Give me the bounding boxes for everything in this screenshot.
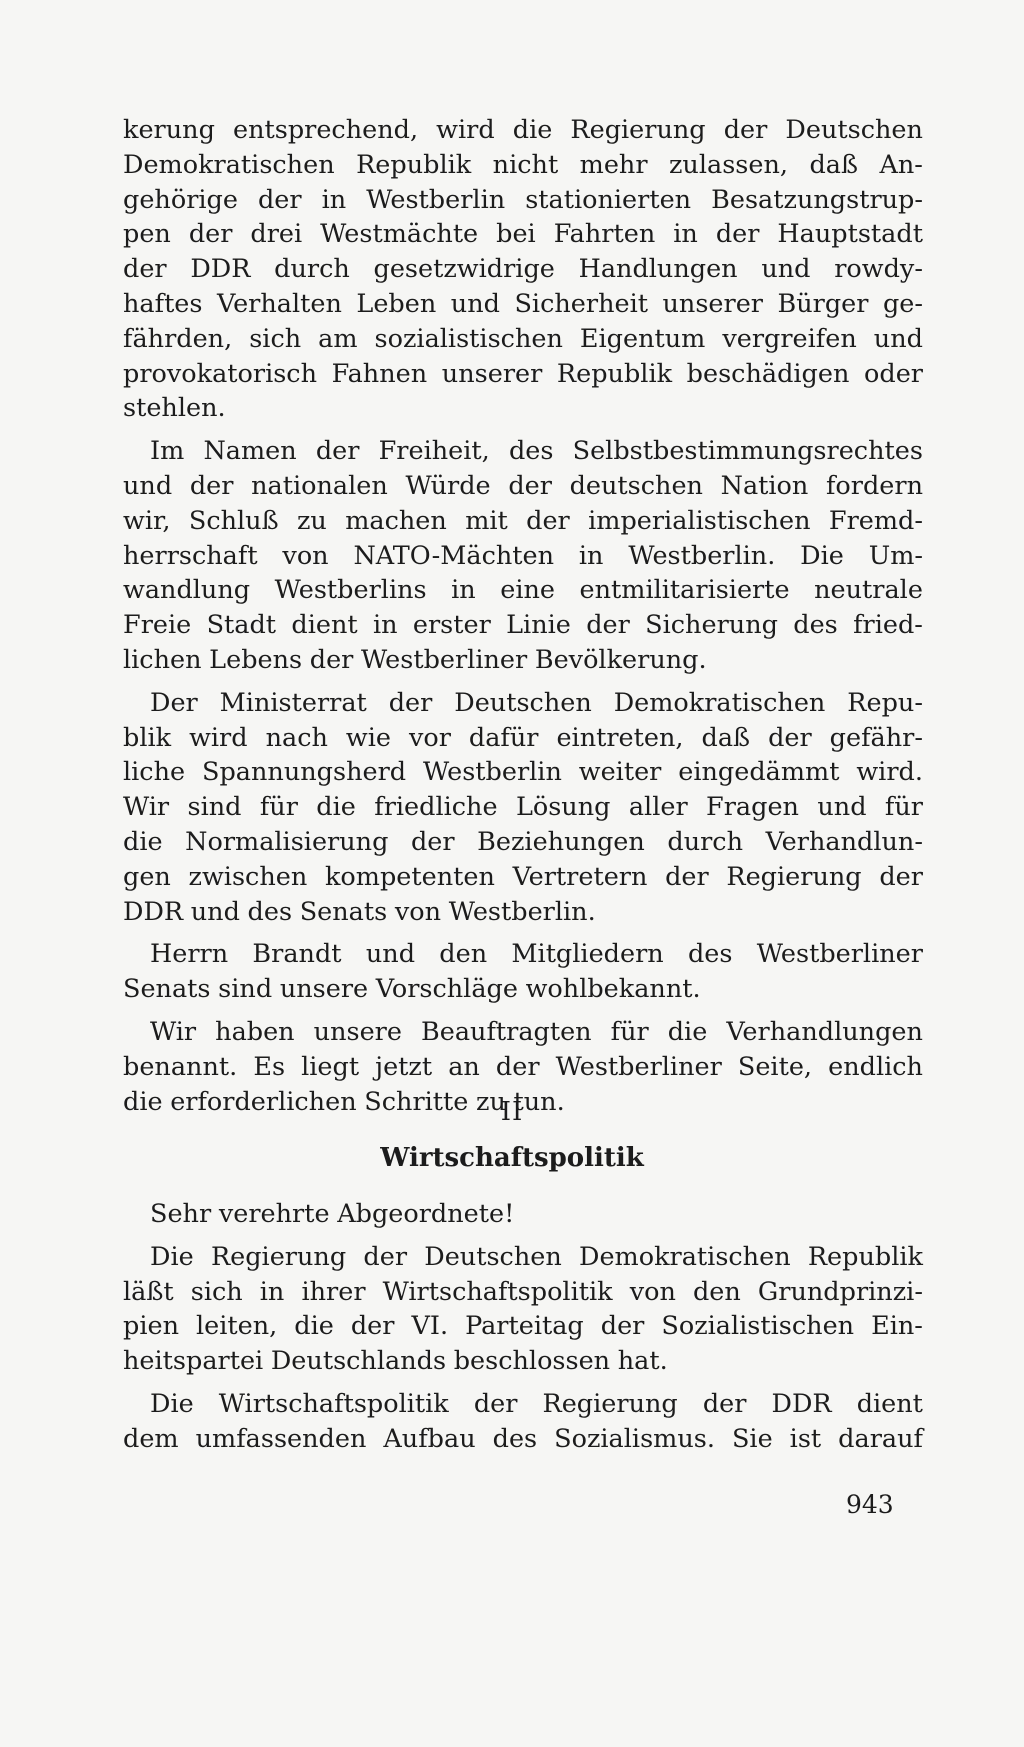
word: zu (476, 1086, 506, 1117)
word: Hauptstadt (777, 219, 923, 250)
word: beschädigen (686, 358, 850, 389)
text-block-bottom (123, 1197, 923, 1457)
word: Normalisierung (185, 826, 389, 857)
word: wird (436, 115, 495, 145)
word: Westberlin (366, 184, 506, 215)
paragraph (123, 1387, 923, 1457)
word: die (512, 115, 553, 145)
word: Parteitag (465, 1311, 584, 1342)
word: Aufbau (383, 1423, 476, 1454)
word: Freie (123, 610, 192, 641)
word: die (294, 1311, 334, 1342)
text-line (123, 287, 923, 322)
word: haftes (123, 288, 203, 319)
word: zwischen (188, 861, 308, 892)
text-line (123, 825, 923, 860)
word: kerung (123, 115, 215, 145)
text-line (123, 573, 923, 608)
word: oder (864, 358, 923, 389)
text-line (123, 1275, 923, 1310)
word: Eigentum (579, 323, 706, 354)
word: dem (123, 1423, 179, 1454)
word: dient (291, 610, 358, 641)
text-line (123, 1197, 923, 1232)
word: der (526, 505, 570, 536)
word: eingedämmt (678, 757, 840, 788)
word: liegt (301, 1051, 360, 1082)
word: Würde (405, 470, 491, 501)
word: Regierung (570, 115, 706, 145)
word: Republik (356, 149, 472, 180)
word: des (492, 1423, 538, 1454)
word: der (600, 1311, 645, 1342)
word: sind (187, 792, 242, 823)
word: wie (345, 722, 391, 753)
word: provokatorisch (123, 358, 318, 389)
word: liche (123, 757, 186, 788)
word: für (884, 792, 923, 823)
paragraph (123, 434, 923, 678)
word: DDR (190, 254, 251, 285)
word: kompetenten (324, 861, 495, 892)
text-line (123, 469, 923, 504)
word: Sie (731, 1423, 773, 1454)
text-line (123, 1240, 923, 1275)
word: der (188, 219, 233, 250)
word: Brandt (252, 939, 342, 970)
word: Beauftragten (420, 1016, 592, 1047)
text-line (123, 643, 923, 678)
word: der (410, 826, 455, 857)
text-line (123, 504, 923, 539)
word: erster (412, 610, 491, 641)
paragraph (123, 1197, 923, 1232)
word: in (451, 575, 476, 606)
word: der (508, 470, 552, 501)
word: eine (500, 575, 555, 606)
word: der (495, 1051, 540, 1082)
text-line (123, 1309, 923, 1344)
word: Handlungen (578, 254, 738, 285)
word: Abgeordnete! (337, 1199, 515, 1229)
text-line (123, 113, 923, 148)
word: deutschen (569, 470, 703, 501)
word: gefähr- (829, 722, 923, 753)
text-line (123, 357, 923, 392)
word: rowdy- (834, 254, 923, 285)
word: Um- (868, 540, 923, 571)
word: des (247, 896, 293, 927)
word: fried- (853, 610, 923, 641)
word: fährden, (123, 323, 233, 354)
text-line (123, 434, 923, 469)
word: nationalen (251, 470, 388, 501)
word: Sozialistischen (661, 1311, 855, 1342)
word: für (610, 1016, 649, 1047)
section-number: II (500, 1097, 524, 1127)
word: der (586, 610, 630, 641)
word: haben (215, 1016, 295, 1047)
word: Namen (203, 436, 297, 467)
word: Linie (506, 610, 571, 641)
word: Westberliner (555, 1051, 722, 1082)
word: Republik (556, 358, 673, 389)
word: jetzt (375, 1051, 433, 1082)
word: und (873, 323, 923, 354)
word: Verhalten (217, 288, 342, 319)
word: nach (265, 722, 328, 753)
paragraph (123, 686, 923, 930)
word: Stadt (206, 610, 277, 641)
word: erforderlichen (170, 1086, 357, 1117)
word: in (372, 610, 398, 641)
word: Fremd- (828, 505, 923, 536)
word: Schritte (364, 1086, 469, 1117)
word: und (450, 288, 500, 319)
word: Fahrten (553, 219, 656, 250)
word: Ministerrat (219, 687, 367, 718)
word: Westberlin. (628, 540, 776, 571)
word: Vorschläge (375, 974, 518, 1005)
word: den (439, 939, 488, 970)
word: Selbstbestimmungsrechtes (572, 436, 923, 467)
word: DDR (123, 896, 184, 927)
word: Sicherheit (514, 288, 648, 319)
word: hat. (617, 1346, 668, 1377)
word: die (123, 826, 163, 857)
word: NATO-Mächten (353, 540, 555, 571)
word: gen (123, 861, 171, 892)
word: Nation (720, 470, 809, 501)
text-block-top (123, 113, 923, 1119)
word: der (309, 644, 354, 675)
word: der (473, 1388, 518, 1419)
word: Sehr (150, 1199, 212, 1229)
word: Die (150, 1388, 194, 1419)
word: der (315, 436, 360, 467)
word: Spannungsherd (201, 757, 407, 788)
word: die (123, 1086, 163, 1117)
word: Freiheit, (378, 436, 490, 467)
word: ist (789, 1423, 822, 1454)
word: von (282, 540, 329, 571)
word: Deutschen (424, 1241, 562, 1272)
word: sozialistischen (374, 323, 563, 354)
word: Vertretern (512, 861, 648, 892)
word: Lebens (209, 644, 303, 675)
word: Seite, (737, 1051, 813, 1082)
word: vor (408, 722, 451, 753)
word: wird. (856, 757, 923, 788)
word: Westberliner (756, 939, 923, 970)
word: mehr (579, 149, 648, 180)
word: fordern (825, 470, 923, 501)
word: in (578, 540, 604, 571)
word: der (388, 687, 433, 718)
text-line (123, 252, 923, 287)
word: umfassenden (195, 1423, 367, 1454)
word: VI. (411, 1311, 449, 1342)
word: Bevölkerung. (534, 644, 707, 675)
word: der (723, 115, 768, 145)
word: ge- (882, 288, 923, 319)
word: Besatzungstrup- (711, 184, 923, 215)
text-line (123, 608, 923, 643)
word: Deutschen (785, 115, 923, 145)
word: Republik (807, 1241, 923, 1272)
word: entsprechend, (232, 115, 419, 145)
word: in (673, 219, 698, 250)
text-line (123, 686, 923, 721)
word: unsere (313, 1016, 402, 1047)
word: bei (496, 219, 536, 250)
word: des (687, 939, 733, 970)
text-line (123, 755, 923, 790)
word: zulassen, (668, 149, 788, 180)
word: entmilitarisierte (579, 575, 790, 606)
word: weiter (578, 757, 662, 788)
word: gesetzwidrige (373, 254, 555, 285)
word: durch (274, 254, 350, 285)
word: Sicherung (645, 610, 778, 641)
word: durch (667, 826, 744, 857)
text-line (123, 790, 923, 825)
text-line (123, 1344, 923, 1379)
word: des (508, 436, 554, 467)
word: darauf (838, 1423, 923, 1454)
word: die (667, 1016, 708, 1047)
word: Demokratischen (579, 1241, 791, 1272)
word: Wir (150, 1016, 197, 1047)
word: endlich (828, 1051, 923, 1082)
word: der (665, 861, 709, 892)
word: Wirtschaftspolitik (382, 1276, 613, 1307)
word: daß (809, 149, 859, 180)
text-line (123, 860, 923, 895)
word: von (629, 1276, 676, 1307)
word: herrschaft (123, 540, 258, 571)
word: sich (190, 1276, 243, 1307)
word: der (702, 1388, 747, 1419)
word: Wirtschaftspolitik (218, 1388, 449, 1419)
text-line (123, 391, 923, 426)
word: der (363, 1241, 408, 1272)
word: dient (856, 1388, 923, 1419)
word: und (365, 939, 416, 970)
word: Demokratischen (123, 149, 335, 180)
word: vergreifen (722, 323, 857, 354)
word: leiten, (196, 1311, 278, 1342)
word: Deutschen (454, 687, 592, 718)
word: Die (800, 540, 844, 571)
word: pien (123, 1311, 179, 1342)
word: Deutschlands (270, 1346, 447, 1377)
paragraph (123, 113, 923, 426)
text-line (123, 322, 923, 357)
word: Beziehungen (477, 826, 645, 857)
word: daß (701, 722, 751, 753)
word: Grundprinzi- (757, 1276, 923, 1307)
text-line (123, 1387, 923, 1422)
word: wandlung (123, 575, 251, 606)
word: Senats (299, 896, 388, 927)
word: Westberlins (274, 575, 427, 606)
word: der (879, 861, 923, 892)
page-number: 943 (846, 1490, 894, 1519)
word: Herrn (150, 939, 229, 970)
text-line (123, 217, 923, 252)
word: ihrer (301, 1276, 366, 1307)
word: drei (250, 219, 303, 250)
word: in (259, 1276, 285, 1307)
word: der (123, 254, 167, 285)
word: aller (628, 792, 688, 823)
text-line (123, 1050, 923, 1085)
word: friedliche (374, 792, 498, 823)
word: der (189, 470, 234, 501)
word: blik (123, 722, 172, 753)
word: nicht (492, 149, 559, 180)
word: wir, (123, 505, 171, 536)
word: unsere (279, 974, 369, 1005)
word: Verhandlungen (726, 1016, 923, 1047)
word: und (123, 470, 173, 501)
word: beschlossen (453, 1346, 611, 1377)
word: läßt (123, 1276, 174, 1307)
word: Westmächte (320, 219, 479, 250)
word: Westberliner (361, 644, 528, 675)
text-line (123, 539, 923, 574)
text-line (123, 721, 923, 756)
word: und (761, 254, 811, 285)
word: Schluß (188, 505, 279, 536)
word: Verhandlun- (765, 826, 923, 857)
word: Senats (123, 974, 211, 1005)
text-line (123, 972, 923, 1007)
word: gehörige (123, 184, 238, 215)
word: den (692, 1276, 741, 1307)
word: Fahnen (331, 358, 428, 389)
word: stationierten (525, 184, 692, 215)
word: DDR (771, 1388, 832, 1419)
word: Der (150, 687, 198, 718)
word: unserer (662, 288, 763, 319)
word: von (394, 896, 442, 927)
word: wohlbekannt. (525, 974, 701, 1005)
word: sich (249, 323, 302, 354)
word: und (190, 896, 240, 927)
word: tun. (513, 1086, 565, 1117)
word: verehrte (218, 1199, 330, 1229)
section-title: Wirtschaftspolitik (380, 1143, 644, 1173)
word: Demokratischen (613, 687, 826, 718)
paragraph (123, 1240, 923, 1379)
word: unserer (441, 358, 543, 389)
word: für (259, 792, 298, 823)
text-line (123, 895, 923, 930)
word: heitspartei (123, 1346, 264, 1377)
word: Im (150, 436, 185, 467)
word: An- (879, 149, 923, 180)
word: stehlen. (123, 393, 226, 424)
word: in (321, 184, 347, 215)
word: pen (123, 219, 171, 250)
word: dafür (468, 722, 539, 753)
word: Leben (356, 288, 437, 319)
word: Bürger (777, 288, 869, 319)
word: neutrale (814, 575, 923, 606)
text-line (123, 1422, 923, 1457)
word: der (715, 219, 760, 250)
word: Westberlin. (448, 896, 596, 927)
word: an (448, 1051, 480, 1082)
text-line (123, 183, 923, 218)
word: und (817, 792, 867, 823)
word: der (768, 722, 812, 753)
word: machen (345, 505, 447, 536)
word: die (316, 792, 356, 823)
word: der (257, 184, 302, 215)
word: imperialistischen (588, 505, 811, 536)
word: zu (297, 505, 327, 536)
text-line (123, 937, 923, 972)
word: eintreten, (556, 722, 684, 753)
word: am (318, 323, 358, 354)
word: lichen (123, 644, 202, 675)
word: Ein- (871, 1311, 923, 1342)
word: Fragen (706, 792, 799, 823)
word: Westberlin (422, 757, 562, 788)
word: Mitgliedern (511, 939, 664, 970)
word: Repu- (847, 687, 923, 718)
word: benannt. (123, 1051, 238, 1082)
word: Die (150, 1241, 194, 1272)
word: Regierung (542, 1388, 678, 1419)
word: wird (189, 722, 248, 753)
word: Sozialismus. (554, 1423, 715, 1454)
text-line (123, 148, 923, 183)
word: Es (253, 1051, 286, 1082)
word: der (350, 1311, 395, 1342)
word: mit (465, 505, 508, 536)
word: Wir (123, 792, 170, 823)
word: des (793, 610, 838, 641)
text-line (123, 1015, 923, 1050)
word: Regierung (726, 861, 862, 892)
word: Lösung (515, 792, 611, 823)
paragraph (123, 937, 923, 1007)
word: sind (218, 974, 273, 1005)
word: Regierung (210, 1241, 347, 1272)
